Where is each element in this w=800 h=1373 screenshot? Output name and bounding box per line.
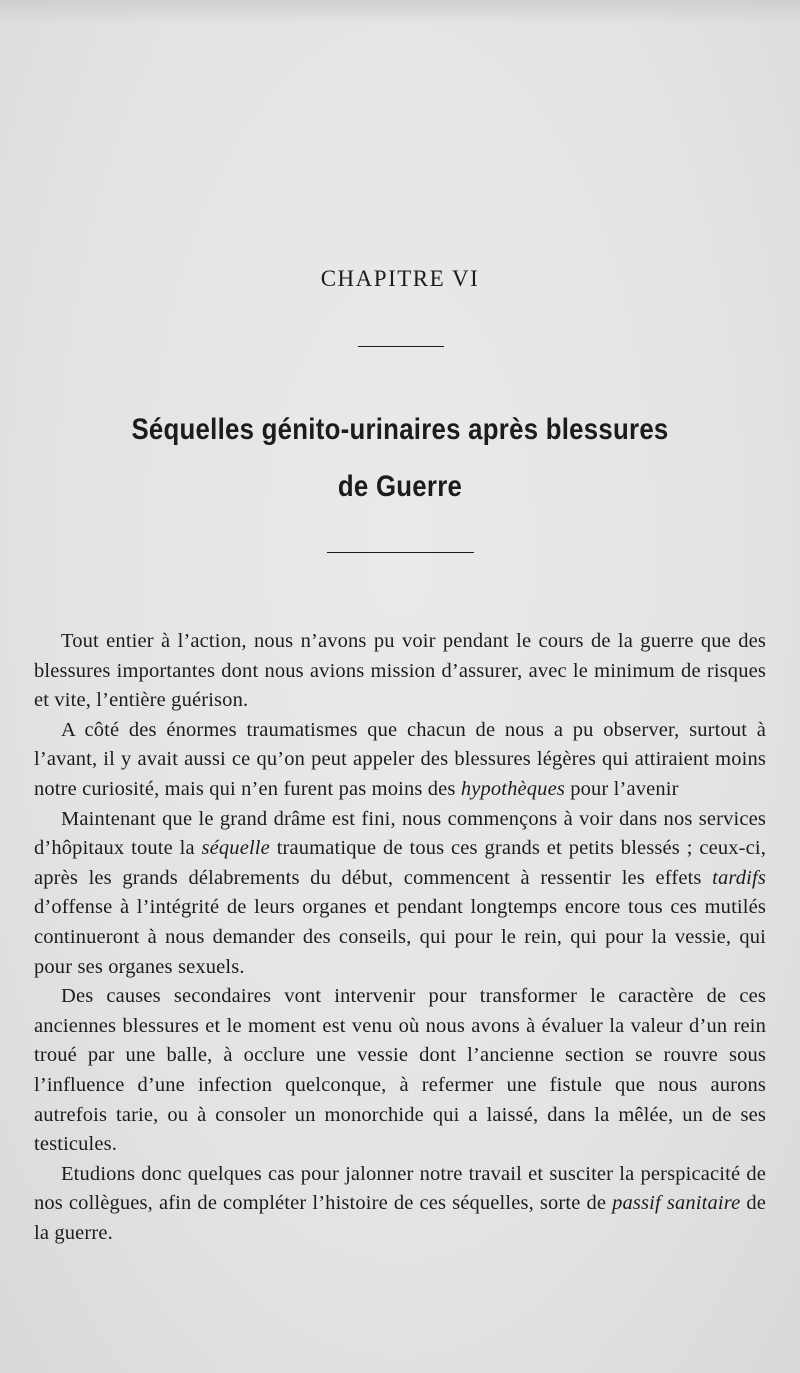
- chapter-title-line-1: Séquelles génito-urinaires après blessures: [131, 413, 669, 446]
- italic-term: tardifs: [712, 866, 766, 889]
- paragraph-text: de la guerre.: [34, 1192, 766, 1244]
- page-shadow: [0, 0, 800, 24]
- paragraph: [34, 805, 766, 983]
- italic-term: passif sanitaire: [612, 1192, 741, 1215]
- paragraph-text: traumatique de tous ces grands et petits blessés ; ceux-ci, après les grands délabrements du début, commencent à ressentir les effets: [34, 837, 766, 889]
- body-text: [34, 627, 766, 1248]
- paragraph-text: Etudions donc quelques cas pour jalonner notre travail et susciter la perspicacité de nos collègues, afin de compléter l’histoire de ces séquelles, sorte de: [34, 1162, 766, 1215]
- paragraph: [34, 982, 766, 1160]
- paragraph-text: pour l’avenir: [564, 777, 679, 800]
- italic-term: séquelle: [201, 837, 270, 860]
- chapter-label: CHAPITRE VI: [320, 266, 480, 291]
- paragraph: [34, 627, 766, 716]
- paragraph: [34, 716, 766, 805]
- italic-term: hypothèques: [460, 777, 565, 800]
- divider-rule: [358, 346, 444, 347]
- paragraph-text: d’offense à l’intégrité de leurs organes et pendant longtemps encore tous ces mutilés continueront à nous demander des conseils, qui pour le rein, qui pour la vessie, qui pour ses organes sexuels.: [34, 896, 766, 978]
- chapter-title-line-2: de Guerre: [337, 470, 463, 503]
- divider-rule: [327, 552, 474, 553]
- paragraph-text: Des causes secondaires vont intervenir pour transformer le caractère de ces anciennes blessures et le moment est venu où nous avons à évaluer la valeur d’un rein troué par une balle, à occlure une vessie dont l’ancienne section se rouvre sous l’influence d’une infection quelconque, à refermer une fistule que nous aurons autrefois tarie, ou à consoler un monorchide qui a laissé, dans la mêlée, un de ses testicules.: [34, 985, 766, 1156]
- paragraph: [34, 1160, 766, 1249]
- paragraph-text: Tout entier à l’action, nous n’avons pu voir pendant le cours de la guerre que des blessures importantes dont nous avions mission d’assurer, avec le minimum de risques et vite, l’entière guérison.: [34, 630, 766, 712]
- paragraph-text: Maintenant que le grand drâme est fini, nous commençons à voir dans nos services d’hôpitaux toute la: [34, 807, 766, 860]
- paragraph-text: A côté des énormes traumatismes que chacun de nous a pu observer, surtout à l’avant, il y avait aussi ce qu’on peut appeler des blessures légères qui attiraient moins notre curiosité, mais qui n’en furent pas moins des: [34, 718, 766, 800]
